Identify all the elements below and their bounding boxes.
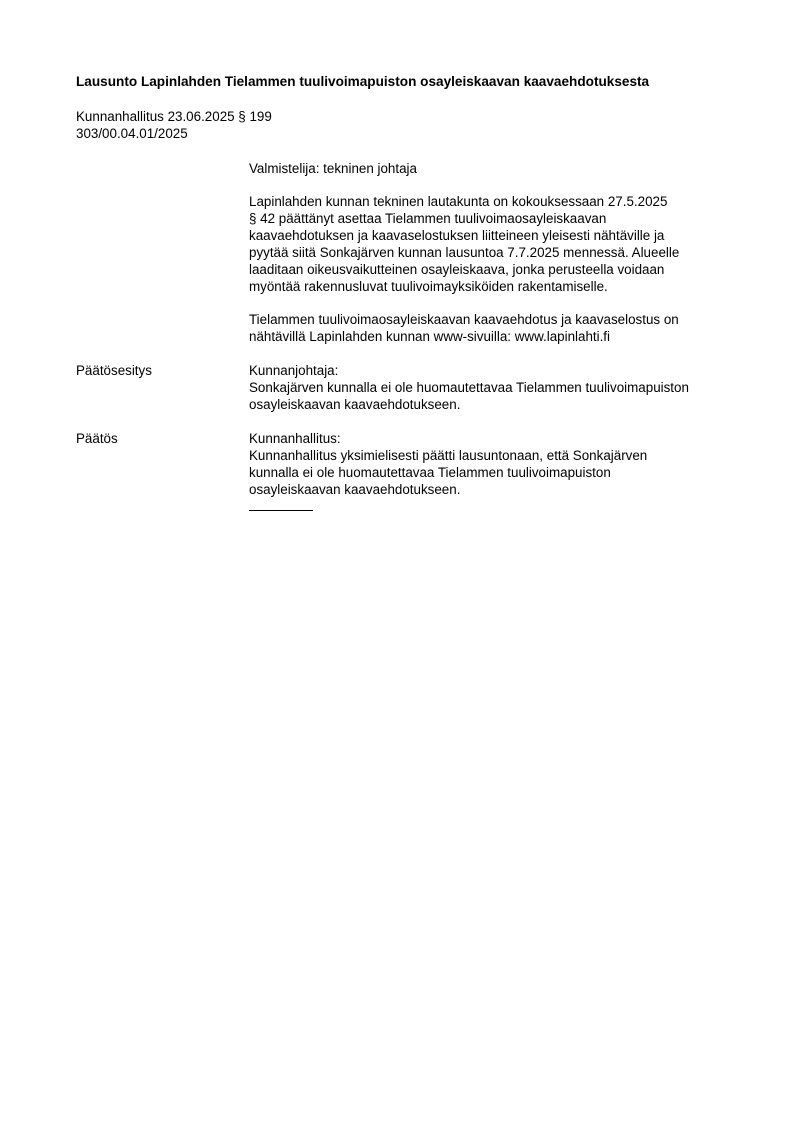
decision-label: Päätös xyxy=(76,431,118,446)
closing-rule xyxy=(249,510,313,511)
paragraph-line: § 42 päättänyt asettaa Tielammen tuulivoimaosayleiskaavan xyxy=(249,211,607,226)
paragraph-line: nähtävillä Lapinlahden kunnan www-sivuilla: www.lapinlahti.fi xyxy=(249,329,611,344)
paragraph-line: pyytää siitä Sonkajärven kunnan lausuntoa 7.7.2025 mennessä. Alueelle xyxy=(249,245,680,260)
meeting-line: Kunnanhallitus 23.06.2025 § 199 xyxy=(76,109,272,124)
background-paragraph xyxy=(249,193,739,295)
proposal-speaker: Kunnanjohtaja: xyxy=(249,363,339,378)
paragraph-line: kaavaehdotuksen ja kaavaselostuksen liitteineen yleisesti nähtäville ja xyxy=(249,228,665,243)
proposal-line: osayleiskaavan kaavaehdotukseen. xyxy=(249,397,461,412)
document-title: Lausunto Lapinlahden Tielammen tuulivoimapuiston osayleiskaavan kaavaehdotuksesta xyxy=(76,74,650,89)
meeting-info xyxy=(76,108,272,142)
paragraph-line: Lapinlahden kunnan tekninen lautakunta on kokouksessaan 27.5.2025 xyxy=(249,194,668,209)
proposal-line: Sonkajärven kunnalla ei ole huomautettavaa Tielammen tuulivoimapuiston xyxy=(249,380,689,395)
decision-line: Kunnanhallitus yksimielisesti päätti lausuntonaan, että Sonkajärven xyxy=(249,448,648,463)
paragraph-line: laaditaan oikeusvaikutteinen osayleiskaava, jonka perusteella voidaan xyxy=(249,262,665,277)
preparer-line: Valmistelija: tekninen johtaja xyxy=(249,161,417,176)
availability-paragraph xyxy=(249,311,739,345)
proposal-label: Päätösesitys xyxy=(76,363,152,378)
paragraph-line: myöntää rakennusluvat tuulivoimayksiköiden rakentamiselle. xyxy=(249,279,608,294)
paragraph-line: Tielammen tuulivoimaosayleiskaavan kaavaehdotus ja kaavaselostus on xyxy=(249,312,679,327)
reference-number: 303/00.04.01/2025 xyxy=(76,126,188,141)
decision-line: osayleiskaavan kaavaehdotukseen. xyxy=(249,482,461,497)
decision-line: kunnalla ei ole huomautettavaa Tielammen tuulivoimapuiston xyxy=(249,465,611,480)
decision-speaker: Kunnanhallitus: xyxy=(249,431,341,446)
